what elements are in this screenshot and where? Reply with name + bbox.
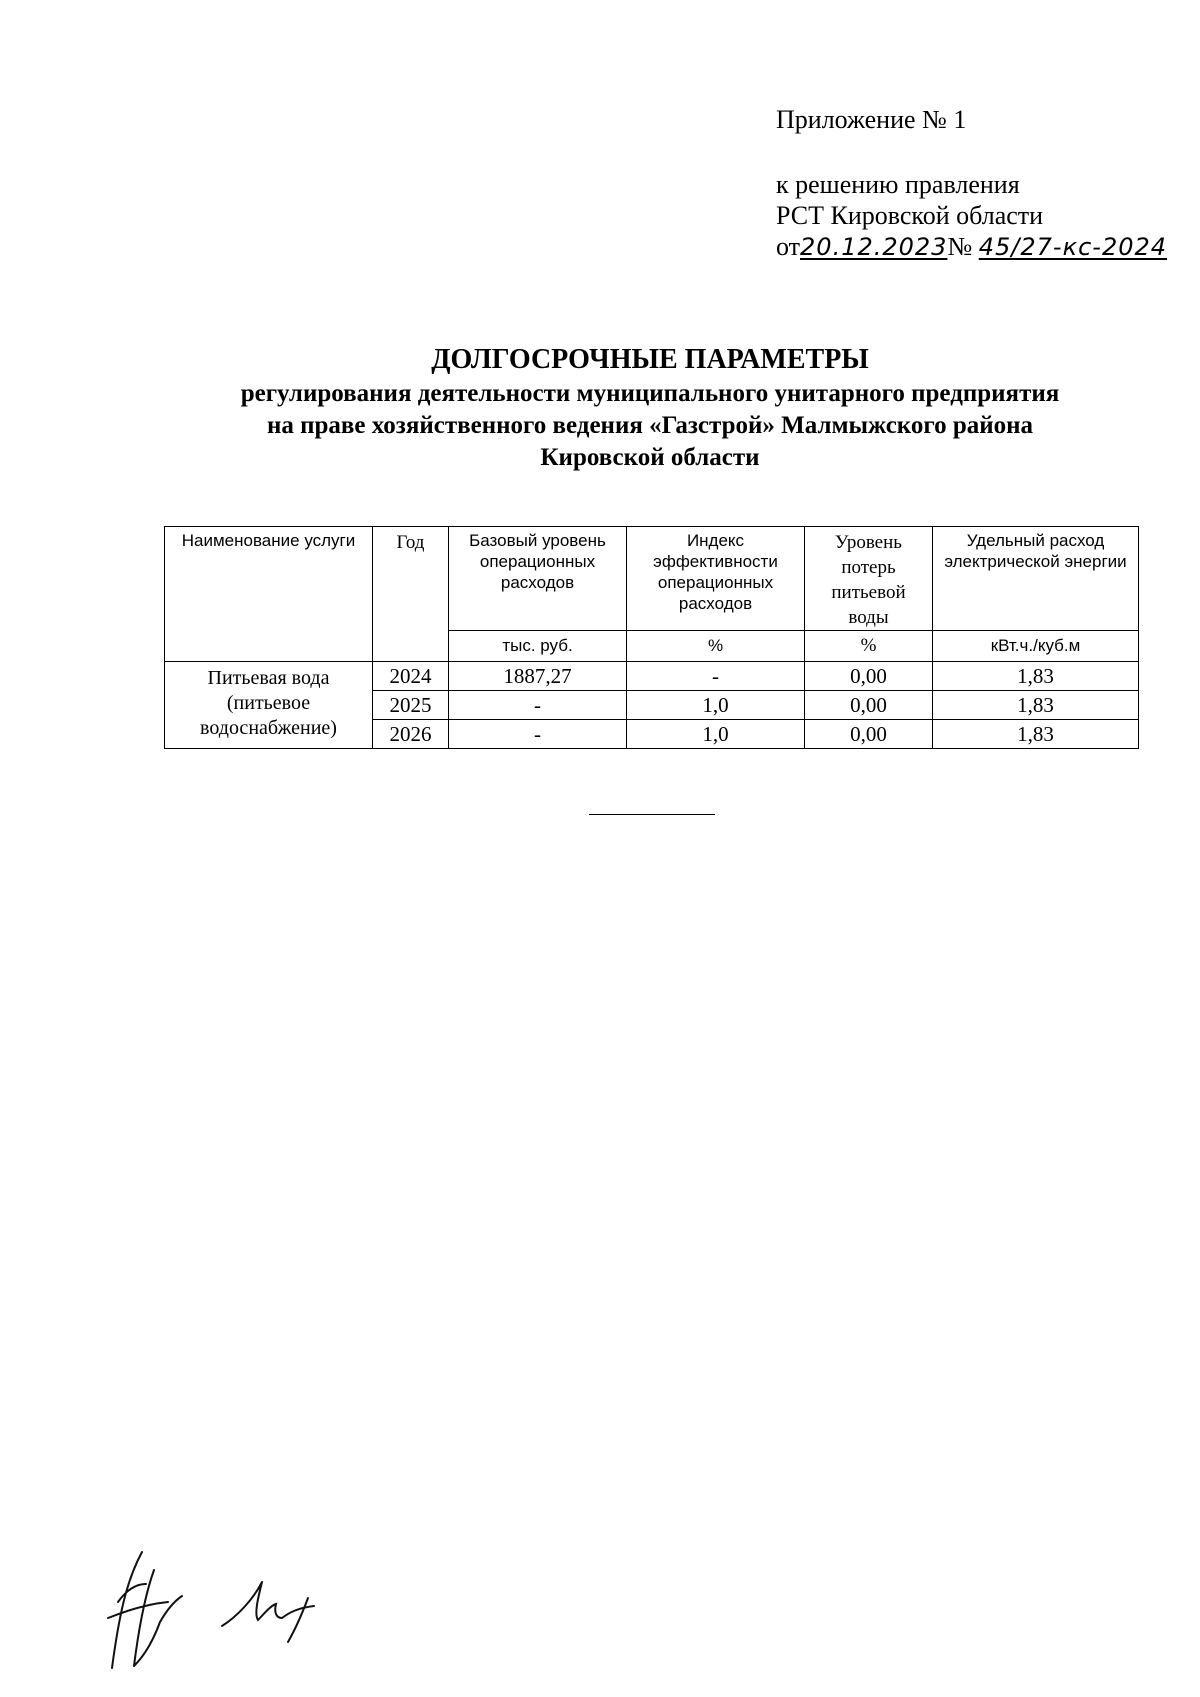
- signature-1: [98, 1548, 188, 1678]
- row-losses: 0,00: [805, 662, 933, 691]
- from-label: от: [776, 232, 801, 261]
- heading-main: ДОЛГОСРОЧНЫЕ ПАРАМЕТРЫ: [431, 344, 869, 375]
- number-label: №: [947, 232, 973, 261]
- unit-efficiency-index: %: [627, 631, 805, 662]
- unit-energy: кВт.ч./куб.м: [933, 631, 1139, 662]
- header-year: Год: [373, 527, 449, 662]
- row-losses: 0,00: [805, 720, 933, 749]
- appendix-decision-line: к решению правления: [776, 170, 1020, 199]
- decision-date: 20.12.2023: [800, 233, 948, 261]
- parameters-table: [164, 526, 1139, 749]
- row-energy: 1,83: [933, 662, 1139, 691]
- appendix-authority-line: РСТ Кировской области: [776, 201, 1044, 230]
- unit-losses: %: [805, 631, 933, 662]
- service-name: Питьевая вода (питьевое водоснабжение): [165, 662, 373, 749]
- row-base-level: 1887,27: [449, 662, 627, 691]
- header-efficiency-index: Индекс эффективности операционных расходов: [627, 527, 805, 631]
- row-base-level: -: [449, 691, 627, 720]
- header-service: Наименование услуги: [165, 527, 373, 662]
- row-base-level: -: [449, 720, 627, 749]
- unit-base-level: тыс. руб.: [449, 631, 627, 662]
- decision-number: 45/27-кс-2024: [978, 233, 1168, 261]
- appendix-block: [776, 104, 1167, 263]
- heading-line-1: регулирования деятельности муниципального унитарного предприятия: [240, 380, 1060, 407]
- table-row: [165, 662, 1139, 691]
- row-losses: 0,00: [805, 691, 933, 720]
- row-year: 2025: [373, 691, 449, 720]
- row-energy: 1,83: [933, 720, 1139, 749]
- appendix-date-line: [776, 231, 1167, 263]
- heading-line-3: Кировской области: [540, 444, 760, 471]
- end-divider: [589, 814, 715, 815]
- row-energy: 1,83: [933, 691, 1139, 720]
- row-efficiency-index: -: [627, 662, 805, 691]
- row-year: 2026: [373, 720, 449, 749]
- heading-line-2: на праве хозяйственного ведения «Газстрой» Малмыжского района: [266, 412, 1034, 439]
- row-year: 2024: [373, 662, 449, 691]
- header-losses: Уровень потерь питьевой воды: [805, 527, 933, 631]
- row-efficiency-index: 1,0: [627, 691, 805, 720]
- header-base-level: Базовый уровень операционных расходов: [449, 527, 627, 631]
- table-header-row: [165, 527, 1139, 631]
- header-energy: Удельный расход электрической энергии: [933, 527, 1139, 631]
- appendix-title: Приложение № 1: [776, 105, 967, 134]
- row-efficiency-index: 1,0: [627, 720, 805, 749]
- document-heading: [100, 342, 1200, 474]
- signature-2: [218, 1568, 338, 1648]
